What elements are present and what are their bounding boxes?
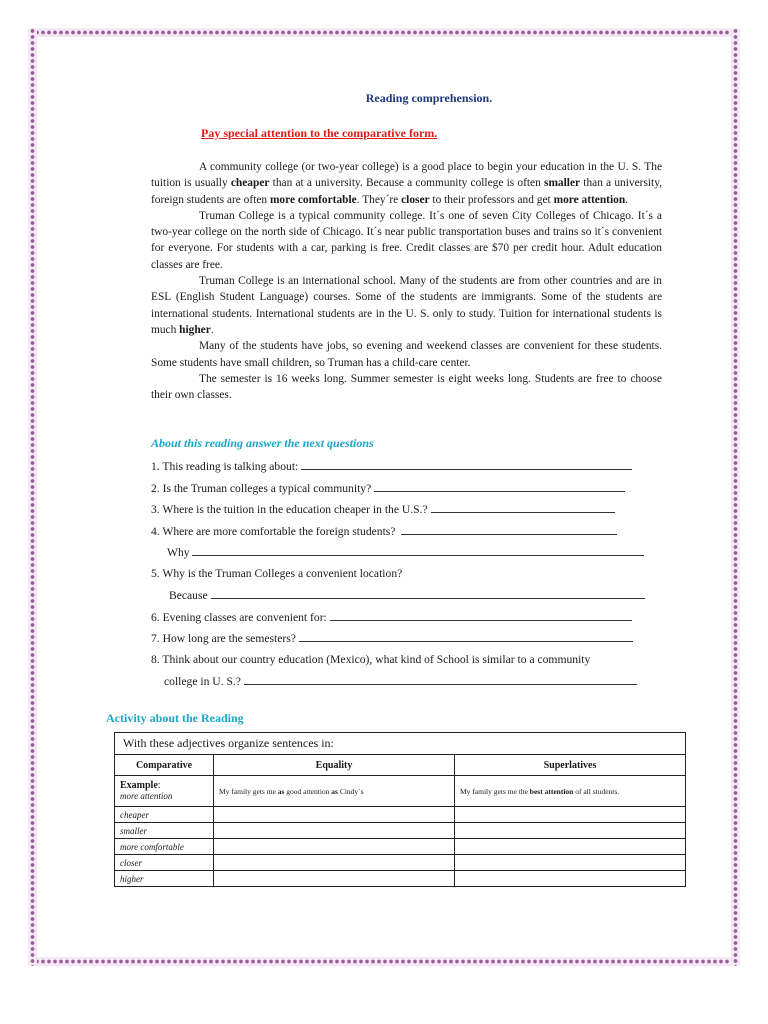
superlative-answer-cell[interactable] bbox=[455, 871, 686, 887]
equality-answer-cell[interactable] bbox=[214, 839, 455, 855]
question-3: 3. Where is the tuition in the education cheaper in the U.S.? bbox=[151, 501, 651, 523]
answer-blank[interactable] bbox=[374, 480, 625, 492]
highlight-word: more attention bbox=[553, 193, 626, 206]
table-header-row bbox=[115, 755, 686, 776]
table-row bbox=[115, 807, 686, 823]
answer-blank[interactable] bbox=[211, 587, 645, 599]
highlight-word: smaller bbox=[544, 177, 581, 190]
paragraph-4: Many of the students have jobs, so evening and weekend classes are convenient for these students. Some students have small children, so Truman has a child-care center. bbox=[151, 340, 662, 369]
highlight-word: closer bbox=[401, 193, 430, 206]
answer-blank[interactable] bbox=[301, 458, 632, 470]
superlative-answer-cell[interactable] bbox=[455, 807, 686, 823]
question-5: 5. Why is the Truman Colleges a convenient location? bbox=[151, 566, 403, 580]
border-bottom bbox=[28, 957, 740, 966]
header-comparative: Comparative bbox=[115, 755, 214, 776]
table-row bbox=[115, 871, 686, 887]
answer-blank[interactable] bbox=[244, 673, 637, 685]
question-1: 1. This reading is talking about: bbox=[151, 458, 651, 480]
superlative-answer-cell[interactable] bbox=[455, 855, 686, 871]
table-example-row bbox=[115, 776, 686, 807]
adjective-cell: higher bbox=[115, 871, 214, 887]
header-equality: Equality bbox=[214, 755, 455, 776]
activity-heading: Activity about the Reading bbox=[106, 711, 244, 725]
question-2: 2. Is the Truman colleges a typical community? bbox=[151, 480, 651, 502]
page-title: Reading comprehension. bbox=[365, 91, 493, 105]
table-row bbox=[115, 823, 686, 839]
reading-passage bbox=[151, 159, 662, 403]
question-4-why: Why bbox=[151, 544, 651, 566]
equality-answer-cell[interactable] bbox=[214, 823, 455, 839]
highlight-word: cheaper bbox=[230, 177, 270, 190]
instruction-subtitle: Pay special attention to the comparative form. bbox=[201, 126, 438, 140]
question-8: 8. Think about our country education (Mexico), what kind of School is similar to a community bbox=[151, 652, 591, 666]
equality-example: My family gets me as good attention as Cindy´s bbox=[214, 776, 455, 807]
questions-heading: About this reading answer the next questions bbox=[151, 436, 374, 450]
answer-blank[interactable] bbox=[192, 544, 644, 556]
border-right bbox=[731, 28, 740, 966]
table-row bbox=[115, 855, 686, 871]
superlative-answer-cell[interactable] bbox=[455, 823, 686, 839]
header-superlatives: Superlatives bbox=[455, 755, 686, 776]
border-left bbox=[28, 28, 37, 966]
question-4: 4. Where are more comfortable the foreign students? bbox=[151, 523, 651, 545]
superlative-example: My family gets me the best attention of all students. bbox=[455, 776, 686, 807]
paragraph-3: Truman College is an international school. Many of the students are from other countries and are in ESL (English Student Language) courses. Some of the students are immigrants. Some of the students are international students. International students are in the U. S. only to study. Tuition for international students is much higher. bbox=[151, 275, 662, 336]
table-row bbox=[115, 839, 686, 855]
paragraph-1: A community college (or two-year college) is a good place to begin your education in the U. S. The tuition is usually cheaper than at a university. Because a community college is often smaller than a university, foreign students are often more comfortable. They´re closer to their professors and get more attention. bbox=[151, 161, 663, 206]
answer-blank[interactable] bbox=[330, 609, 632, 621]
question-list bbox=[151, 458, 651, 695]
answer-blank[interactable] bbox=[431, 501, 615, 513]
equality-answer-cell[interactable] bbox=[214, 855, 455, 871]
question-6: 6. Evening classes are convenient for: bbox=[151, 609, 651, 631]
adjective-cell: closer bbox=[115, 855, 214, 871]
table-lead-cell: With these adjectives organize sentences in: bbox=[115, 733, 686, 755]
adjective-cell: more comfortable bbox=[115, 839, 214, 855]
question-5-because: Because bbox=[151, 587, 651, 609]
activity-table bbox=[114, 732, 686, 887]
adjective-cell: smaller bbox=[115, 823, 214, 839]
question-7: 7. How long are the semesters? bbox=[151, 630, 651, 652]
equality-answer-cell[interactable] bbox=[214, 807, 455, 823]
highlight-word: higher bbox=[179, 323, 211, 336]
example-cell: Example: more attention bbox=[115, 776, 214, 807]
answer-blank[interactable] bbox=[299, 630, 633, 642]
paragraph-5: The semester is 16 weeks long. Summer semester is eight weeks long. Students are free to choose their own classes. bbox=[151, 372, 662, 402]
equality-answer-cell[interactable] bbox=[214, 871, 455, 887]
superlative-answer-cell[interactable] bbox=[455, 839, 686, 855]
table-lead-row bbox=[115, 733, 686, 755]
paragraph-2: Truman College is a typical community college. It´s one of seven City Colleges of Chicago. It´s a two-year college on the north side of Chicago. It´s near public transportation buses and trains so it´s convenient for everyone. For students with a car, parking is free. Credit classes are $70 per credit hour. Adult education classes are free. bbox=[151, 209, 662, 271]
highlight-word: more comfortable bbox=[269, 193, 357, 206]
question-8-cont: college in U. S.? bbox=[151, 673, 651, 695]
answer-blank[interactable] bbox=[401, 523, 617, 535]
adjective-cell: cheaper bbox=[115, 807, 214, 823]
border-top bbox=[28, 28, 740, 37]
